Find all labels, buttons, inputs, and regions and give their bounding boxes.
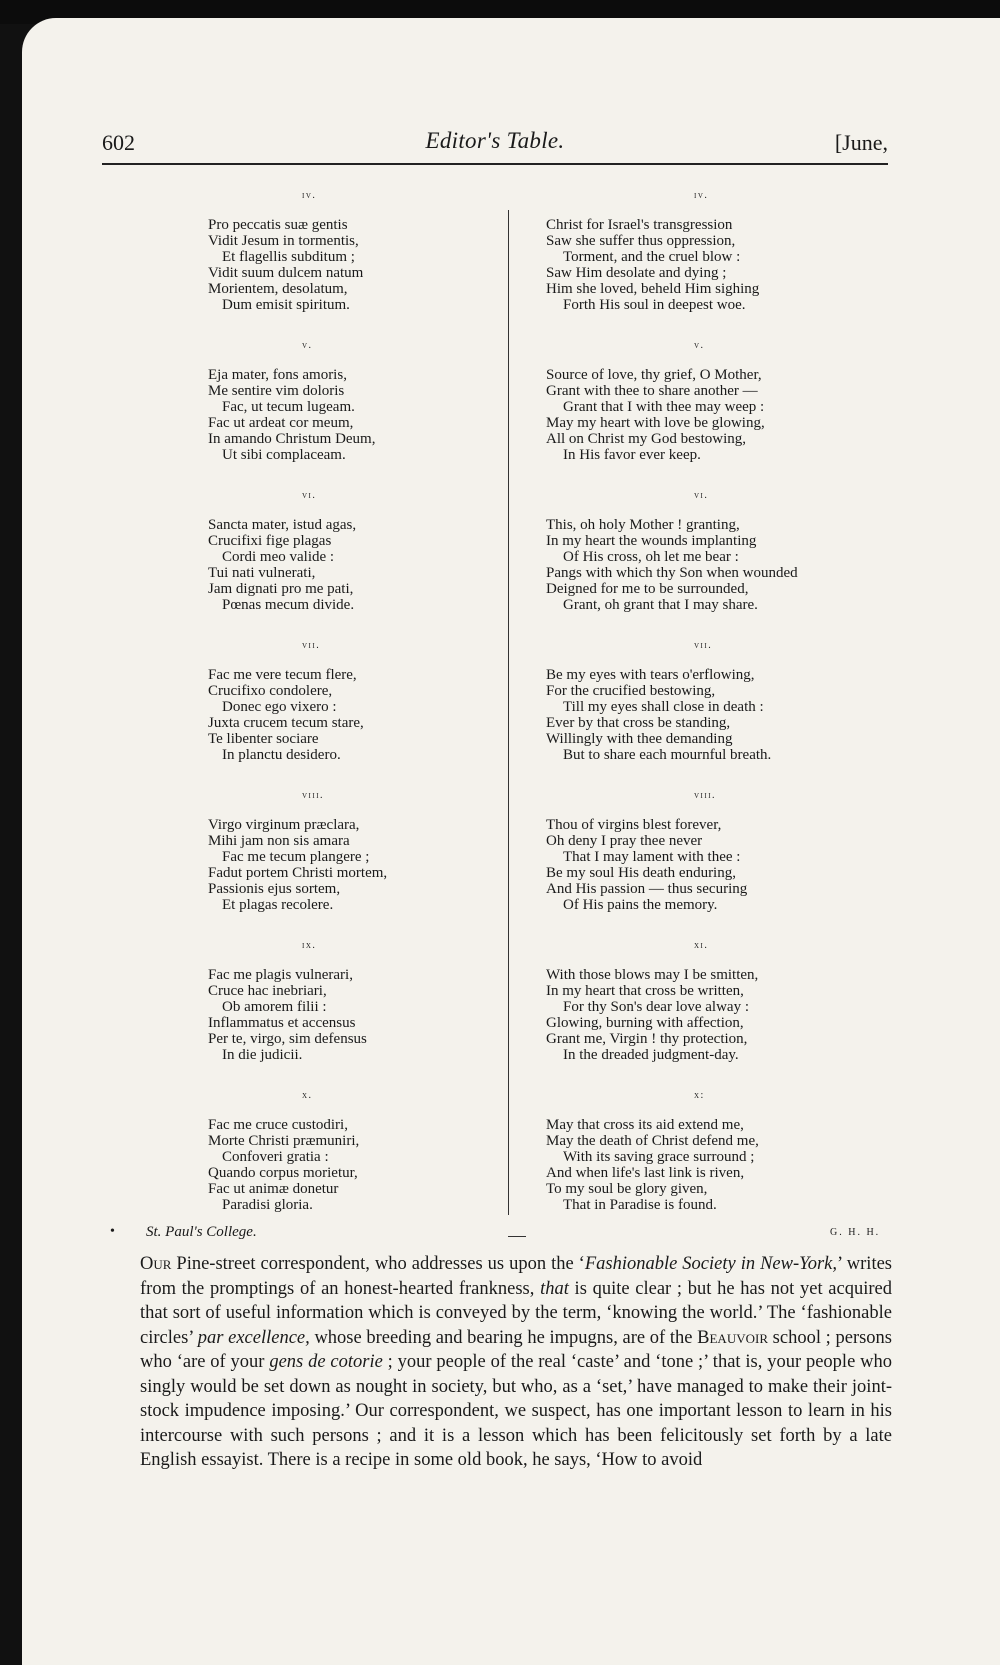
prose-small-caps: Beauvoir (697, 1327, 768, 1348)
stanza-number: x. (302, 1090, 313, 1101)
latin-stanza (208, 636, 503, 786)
verse-line: May my heart with love be glowing, (546, 415, 765, 431)
verse-line: Christ for Israel's transgression (546, 217, 733, 233)
verse-line: Fac me plagis vulnerari, (208, 967, 353, 983)
verse-line: In amando Christum Deum, (208, 431, 376, 447)
verse-line: For the crucified bestowing, (546, 683, 716, 699)
verse-line: Forth His soul in deepest woe. (563, 297, 746, 313)
verse-line: Et plagas recolere. (222, 897, 334, 913)
latin-stanza (208, 486, 503, 636)
stanza-number: iv. (694, 190, 709, 201)
verse-line: Pœnas mecum divide. (222, 597, 355, 613)
verse-line: May that cross its aid extend me, (546, 1117, 744, 1133)
verse-line: For thy Son's dear love alway : (563, 999, 750, 1015)
verse-line: Me sentire vim doloris (208, 383, 345, 399)
verse-line: With its saving grace surround ; (563, 1149, 755, 1165)
verse-line: Vidit suum dulcem natum (208, 265, 364, 281)
verse-line: Fac, ut tecum lugeam. (222, 399, 355, 415)
verse-line: Cordi meo valide : (222, 549, 335, 565)
verse-line: Him she loved, beheld Him sighing (546, 281, 760, 297)
college-signoff: St. Paul's College. (146, 1224, 257, 1240)
stanza-number: v. (302, 340, 313, 351)
stanza-number: iv. (302, 190, 317, 201)
verse-line: Of His pains the memory. (563, 897, 718, 913)
verse-line: Ob amorem filii : (222, 999, 327, 1015)
verse-line: Sancta mater, istud agas, (208, 517, 357, 533)
verse-line: But to share each mournful breath. (563, 747, 772, 763)
verse-line: Fac me vere tecum flere, (208, 667, 357, 683)
verse-line: Source of love, thy grief, O Mother, (546, 367, 762, 383)
verse-line: Till my eyes shall close in death : (563, 699, 764, 715)
verse-line: Crucifixi fige plagas (208, 533, 332, 549)
english-stanza (546, 636, 896, 786)
prose-run: ’ writes from the promptings of an honest-hearted frankness, (140, 1254, 893, 1299)
english-column (546, 186, 896, 1236)
verse-line: Vidit Jesum in tormentis, (208, 233, 359, 249)
verse-line: Mihi jam non sis amara (208, 833, 350, 849)
verse-line: Dum emisit spiritum. (222, 297, 350, 313)
verse-line: Inflammatus et accensus (208, 1015, 356, 1031)
verse-line: Crucifixo condolere, (208, 683, 333, 699)
latin-stanza (208, 186, 503, 336)
verse-line: And His passion — thus securing (546, 881, 748, 897)
running-title: Editor's Table. (425, 128, 565, 153)
paragraph-text (140, 1252, 892, 1473)
verse-line: This, oh holy Mother ! granting, (546, 517, 740, 533)
prose-run: ; your people of the real ‘caste’ and ‘tone ;’ that is, your people who singly would be set down as nought in society, but who, as a ‘set,’ have managed to make their joint-stock impudence imposing.’ Our correspondent, we suspect, has one important lesson to learn in his intercourse with such persons ; and it is a lesson which has been felicitously set forth by a late English essayist. There is a recipe in some old book, he says, ‘How to avoid (140, 1352, 892, 1470)
stanza-number: ix. (302, 940, 317, 951)
stanza-number: viii. (302, 790, 325, 801)
verse-line: Ever by that cross be standing, (546, 715, 731, 731)
verse-line: Morientem, desolatum, (208, 281, 348, 297)
stanza-number: v. (694, 340, 705, 351)
verse-line: Morte Christi præmuniri, (208, 1133, 360, 1149)
latin-stanza (208, 786, 503, 936)
verse-line: Willingly with thee demanding (546, 731, 733, 747)
latin-stanza (208, 336, 503, 486)
verse-line: Fac me cruce custodiri, (208, 1117, 348, 1133)
stanza-number: vi. (302, 490, 317, 501)
verse-line: Grant me, Virgin ! thy protection, (546, 1031, 748, 1047)
verse-line: Eja mater, fons amoris, (208, 367, 347, 383)
verse-line: Per te, virgo, sim defensus (208, 1031, 367, 1047)
english-stanza (546, 486, 896, 636)
verse-line: Saw she suffer thus oppression, (546, 233, 736, 249)
bullet-mark: • (110, 1224, 115, 1239)
stanza-number: vii. (694, 640, 713, 651)
verse-line: Confoveri gratia : (222, 1149, 329, 1165)
date-mark: [June, (834, 130, 888, 155)
prose-italic: gens de cotorie (269, 1352, 383, 1372)
verse-line: Saw Him desolate and dying ; (546, 265, 727, 281)
english-stanza (546, 1086, 896, 1236)
running-header (102, 114, 888, 164)
stanza-number: vi. (694, 490, 709, 501)
verse-line: Pangs with which thy Son when wounded (546, 565, 798, 581)
verse-line: Passionis ejus sortem, (208, 881, 341, 897)
verse-line: In planctu desidero. (222, 747, 341, 763)
verse-line: Te libenter sociare (208, 731, 319, 747)
stanza-number: viii. (694, 790, 717, 801)
verse-line: Glowing, burning with affection, (546, 1015, 744, 1031)
verse-line: Fac me tecum plangere ; (222, 849, 370, 865)
latin-column (208, 186, 503, 1236)
verse-line: With those blows may I be smitten, (546, 967, 759, 983)
verse-line: To my soul be glory given, (546, 1181, 708, 1197)
prose-italic: par excellence, (197, 1327, 310, 1348)
verse-line: Paradisi gloria. (222, 1197, 313, 1213)
verse-line: Grant, oh grant that I may share. (563, 597, 758, 613)
english-stanza (546, 936, 896, 1086)
prose-italic: Fashionable Society in New-York, (584, 1254, 838, 1274)
english-stanza (546, 186, 896, 336)
verse-line: Et flagellis subditum ; (222, 249, 355, 265)
prose-paragraph (140, 1252, 892, 1473)
short-rule (508, 1236, 526, 1237)
verse-line: Deigned for me to be surrounded, (546, 581, 749, 597)
verse-line: Pro peccatis suæ gentis (208, 217, 348, 233)
verse-line: Grant that I with thee may weep : (563, 399, 765, 415)
verse-line: Fac ut animæ donetur (208, 1181, 339, 1197)
stanza-number: x: (694, 1090, 705, 1101)
english-stanza (546, 786, 896, 936)
author-initials: G. H. H. (830, 1227, 881, 1238)
verse-line: In die judicii. (222, 1047, 303, 1063)
verse-line: In my heart the wounds implanting (546, 533, 757, 549)
prose-run: school ; persons who ‘are of your (140, 1327, 892, 1372)
verse-line: Donec ego vixero : (222, 699, 337, 715)
verse-line: Juxta crucem tecum stare, (208, 715, 364, 731)
stanza-number: xi. (694, 940, 709, 951)
verse-line: That I may lament with thee : (563, 849, 741, 865)
lead-small-caps: Our (140, 1254, 172, 1274)
page-number: 602 (102, 130, 135, 155)
stanza-number: vii. (302, 640, 321, 651)
prose-run: is quite clear ; but he has not yet acquired that sort of useful information which is conveyed by the term, ‘knowing the world.’ The ‘fashionable circles’ (140, 1278, 892, 1348)
verse-line: Grant with thee to share another — (546, 383, 758, 399)
verse-line: Of His cross, oh let me bear : (563, 549, 739, 565)
english-stanza (546, 336, 896, 486)
verse-line: Ut sibi complaceam. (222, 447, 346, 463)
verse-line: Be my eyes with tears o'erflowing, (546, 667, 755, 683)
latin-stanza (208, 1086, 503, 1236)
verse-line: In my heart that cross be written, (546, 983, 744, 999)
verse-line: Thou of virgins blest forever, (546, 817, 722, 833)
verse-line: Jam dignati pro me pati, (208, 581, 354, 597)
prose-run: Pine-street correspondent, who addresses us upon the ‘ (171, 1254, 585, 1274)
verse-line: Cruce hac inebriari, (208, 983, 327, 999)
verse-line: Virgo virginum præclara, (208, 817, 360, 833)
verse-line: That in Paradise is found. (563, 1197, 717, 1213)
column-rule (508, 210, 509, 1215)
verse-line: In His favor ever keep. (563, 447, 701, 463)
verse-line: Fac ut ardeat cor meum, (208, 415, 354, 431)
verse-line: Torment, and the cruel blow : (563, 249, 741, 265)
verse-line: Oh deny I pray thee never (546, 833, 703, 849)
prose-italic: that (540, 1278, 569, 1299)
prose-run: whose breeding and bearing he impugns, are of the (309, 1327, 698, 1348)
verse-line: Be my soul His death enduring, (546, 865, 736, 881)
header-rule (102, 163, 888, 165)
verse-line: Quando corpus morietur, (208, 1165, 358, 1181)
verse-line: In the dreaded judgment-day. (563, 1047, 739, 1063)
verse-line: All on Christ my God bestowing, (546, 431, 747, 447)
latin-stanza (208, 936, 503, 1086)
verse-line: Tui nati vulnerati, (208, 565, 316, 581)
verse-line: May the death of Christ defend me, (546, 1133, 759, 1149)
verse-line: And when life's last link is riven, (546, 1165, 745, 1181)
verse-line: Fadut portem Christi mortem, (208, 865, 388, 881)
